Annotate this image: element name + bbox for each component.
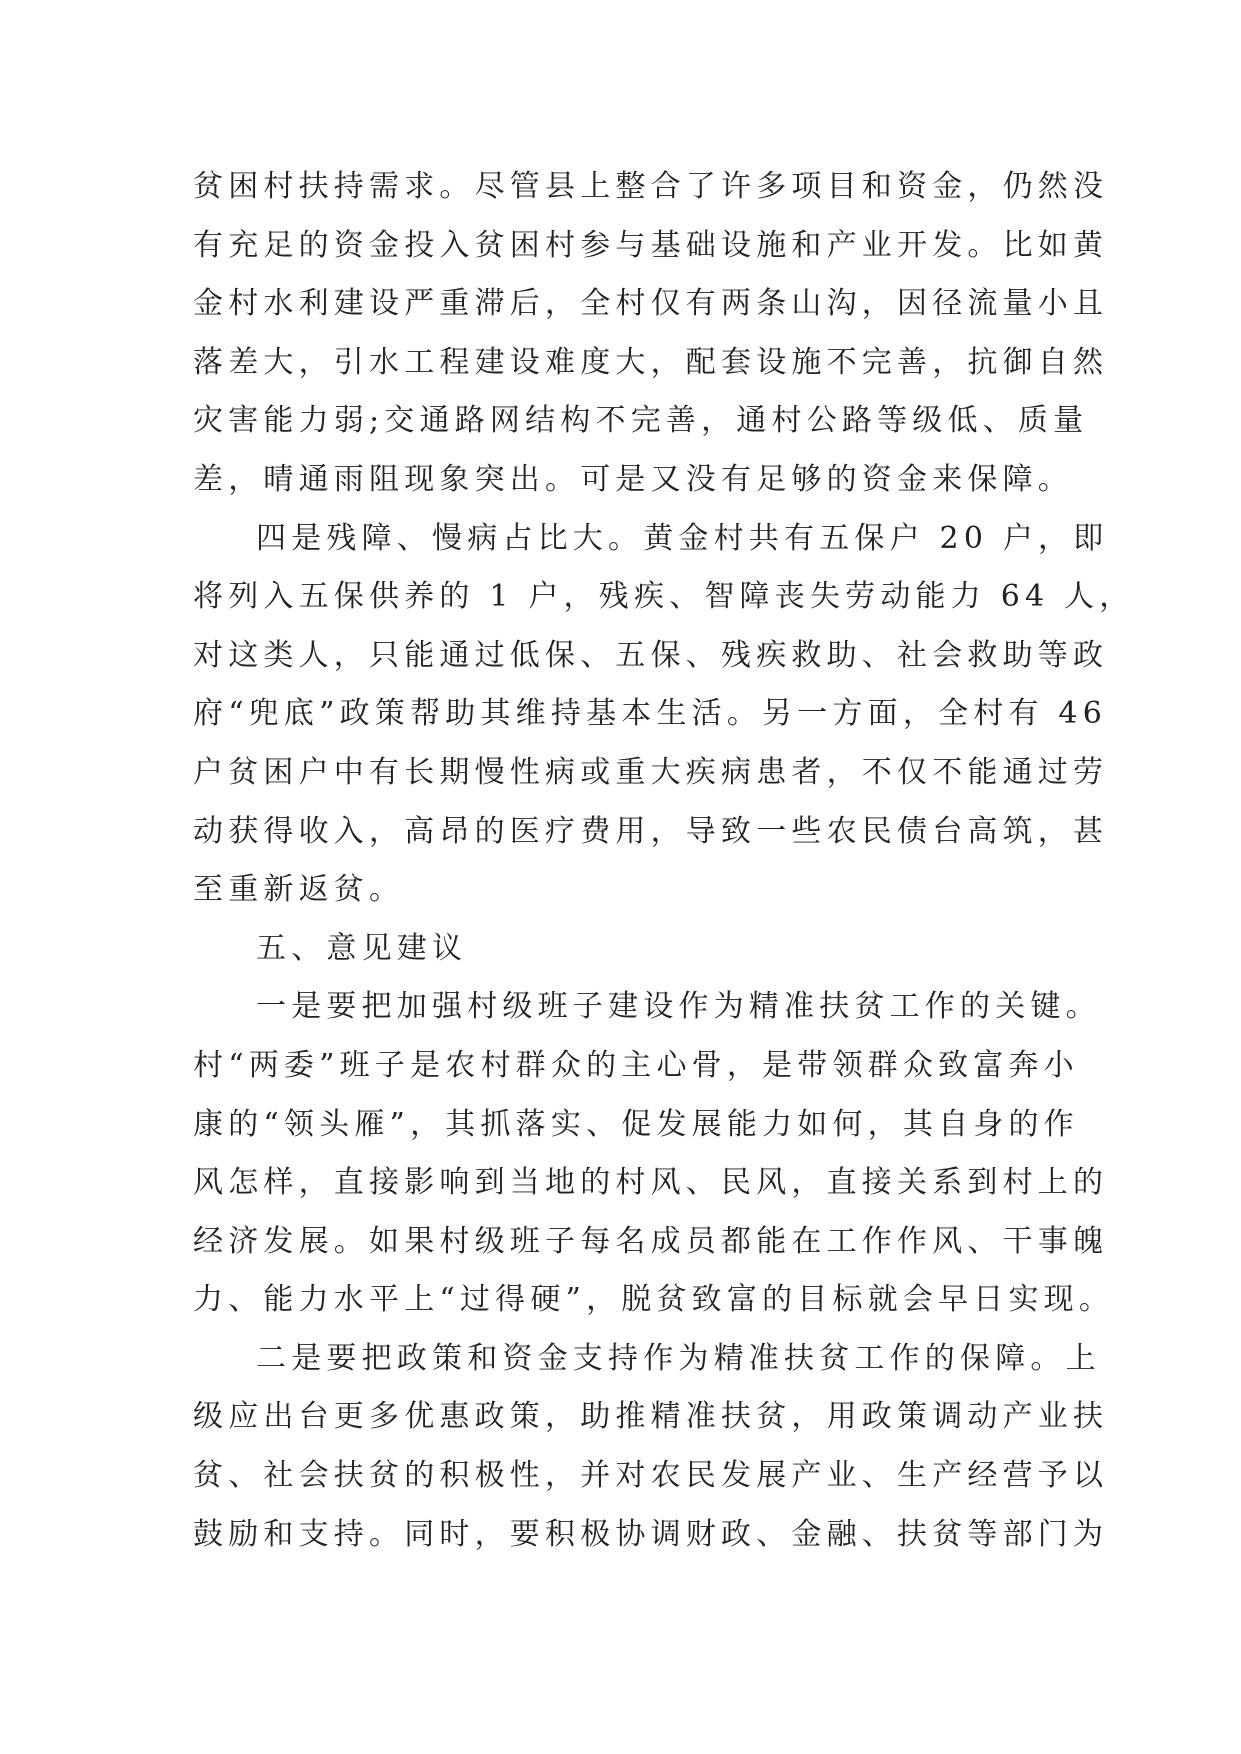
text-line: 将列入五保供养的 1 户，残疾、智障丧失劳动能力 64 人， xyxy=(193,579,1135,615)
text-line: 金村水利建设严重滞后，全村仅有两条山沟，因径流量小且 xyxy=(193,286,1109,322)
text-line: 贫困村扶持需求。尽管县上整合了许多项目和资金，仍然没 xyxy=(193,169,1109,204)
text-line: 村“两委”班子是农村群众的主心骨，是带领群众致富奔小 xyxy=(193,1047,1079,1083)
text-line: 对这类人，只能通过低保、五保、残疾救助、社会救助等政 xyxy=(193,637,1109,673)
text-line: 鼓励和支持。同时，要积极协调财政、金融、扶贫等部门为 xyxy=(193,1516,1109,1552)
paragraph-start-line: 二是要把政策和资金支持作为精准扶贫工作的保障。上 xyxy=(256,1340,1101,1376)
text-line: 府“兜底”政策帮助其维持基本生活。另一方面，全村有 46 xyxy=(193,696,1107,732)
text-line: 灾害能力弱;交通路网结构不完善，通村公路等级低、质量 xyxy=(193,403,1089,439)
text-line: 动获得收入，高昂的医疗费用，导致一些农民债台高筑，甚 xyxy=(193,813,1109,849)
text-line: 有充足的资金投入贫困村参与基础设施和产业开发。比如黄 xyxy=(193,227,1109,263)
section-heading: 五、意见建议 xyxy=(256,930,468,966)
text-line: 落差大，引水工程建设难度大，配套设施不完善，抗御自然 xyxy=(193,344,1109,380)
paragraph-start-line: 一是要把加强村级班子建设作为精准扶贫工作的关键。 xyxy=(256,989,1101,1025)
text-line: 力、能力水平上“过得硬”，脱贫致富的目标就会早日实现。 xyxy=(193,1282,1115,1318)
text-line: 贫、社会扶贫的积极性，并对农民发展产业、生产经营予以 xyxy=(193,1458,1109,1494)
text-line: 至重新返贫。 xyxy=(193,872,405,908)
text-line: 差，晴通雨阻现象突出。可是又没有足够的资金来保障。 xyxy=(193,461,1073,497)
text-line: 康的“领头雁”，其抓落实、促发展能力如何，其自身的作 xyxy=(193,1106,1079,1142)
text-line: 经济发展。如果村级班子每名成员都能在工作作风、干事魄 xyxy=(193,1223,1109,1259)
text-line: 户贫困户中有长期慢性病或重大疾病患者，不仅不能通过劳 xyxy=(193,754,1109,790)
text-line: 风怎样，直接影响到当地的村风、民风，直接关系到村上的 xyxy=(193,1165,1109,1201)
body-text xyxy=(193,158,1135,1564)
paragraph-start-line: 四是残障、慢病占比大。黄金村共有五保户 20 户，即 xyxy=(256,520,1109,556)
text-line: 级应出台更多优惠政策，助推精准扶贫，用政策调动产业扶 xyxy=(193,1399,1109,1435)
